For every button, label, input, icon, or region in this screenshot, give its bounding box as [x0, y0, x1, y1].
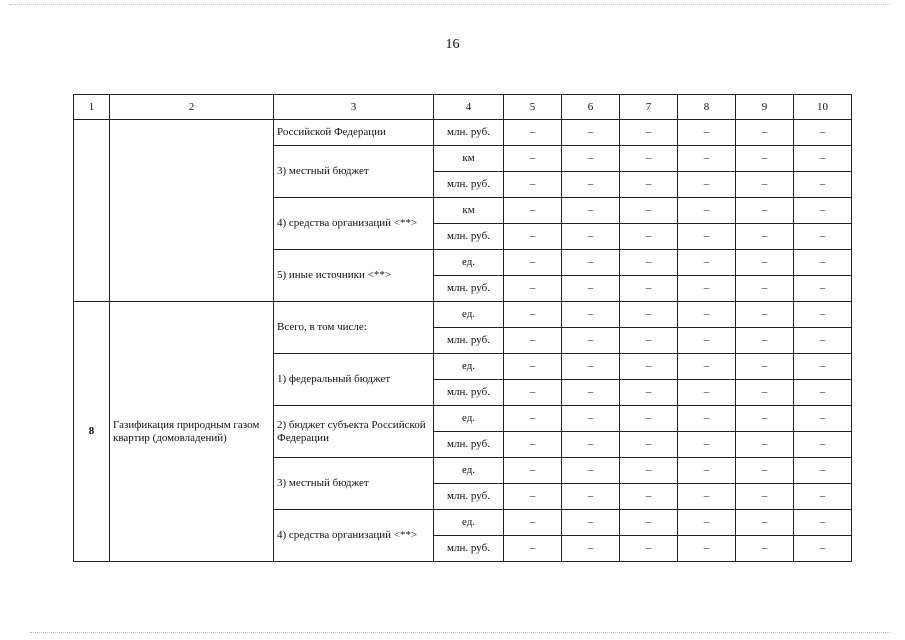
- value-cell: –: [794, 120, 852, 146]
- value-cell: –: [620, 328, 678, 354]
- value-cell: –: [620, 432, 678, 458]
- value-cell: –: [736, 224, 794, 250]
- unit: млн. руб.: [434, 276, 504, 302]
- value-cell: –: [504, 484, 562, 510]
- value-cell: –: [736, 250, 794, 276]
- value-cell: –: [736, 458, 794, 484]
- value-cell: –: [678, 198, 736, 224]
- value-cell: –: [794, 536, 852, 562]
- value-cell: –: [736, 354, 794, 380]
- funding-source: 3) местный бюджет: [274, 146, 434, 198]
- value-cell: –: [794, 172, 852, 198]
- column-header: 6: [562, 95, 620, 120]
- value-cell: –: [504, 146, 562, 172]
- value-cell: –: [794, 224, 852, 250]
- value-cell: –: [620, 172, 678, 198]
- value-cell: –: [794, 406, 852, 432]
- value-cell: –: [504, 380, 562, 406]
- value-cell: –: [678, 380, 736, 406]
- column-header: 4: [434, 95, 504, 120]
- page-number: 16: [445, 37, 460, 52]
- item-number: 8: [74, 302, 110, 562]
- value-cell: –: [678, 250, 736, 276]
- value-cell: –: [562, 328, 620, 354]
- value-cell: –: [794, 302, 852, 328]
- value-cell: –: [736, 406, 794, 432]
- value-cell: –: [794, 484, 852, 510]
- value-cell: –: [620, 536, 678, 562]
- unit: ед.: [434, 458, 504, 484]
- value-cell: –: [736, 536, 794, 562]
- scan-artifact-bottom: [30, 632, 890, 634]
- value-cell: –: [620, 354, 678, 380]
- value-cell: –: [504, 276, 562, 302]
- value-cell: –: [562, 536, 620, 562]
- funding-source: 2) бюджет субъекта Российской Федерации: [274, 406, 434, 458]
- value-cell: –: [678, 354, 736, 380]
- funding-source: 3) местный бюджет: [274, 458, 434, 510]
- value-cell: –: [620, 250, 678, 276]
- value-cell: –: [504, 406, 562, 432]
- value-cell: –: [562, 198, 620, 224]
- unit: ед.: [434, 354, 504, 380]
- value-cell: –: [620, 458, 678, 484]
- value-cell: –: [678, 510, 736, 536]
- value-cell: –: [678, 146, 736, 172]
- value-cell: –: [736, 484, 794, 510]
- value-cell: –: [562, 276, 620, 302]
- value-cell: –: [504, 432, 562, 458]
- funding-source: 4) средства организаций <**>: [274, 198, 434, 250]
- column-header: 7: [620, 95, 678, 120]
- value-cell: –: [504, 354, 562, 380]
- value-cell: –: [794, 198, 852, 224]
- value-cell: –: [620, 224, 678, 250]
- value-cell: –: [794, 432, 852, 458]
- unit: млн. руб.: [434, 432, 504, 458]
- value-cell: –: [620, 198, 678, 224]
- value-cell: –: [504, 250, 562, 276]
- value-cell: –: [620, 380, 678, 406]
- funding-source: 5) иные источники <**>: [274, 250, 434, 302]
- value-cell: –: [678, 406, 736, 432]
- value-cell: –: [678, 276, 736, 302]
- value-cell: –: [504, 302, 562, 328]
- value-cell: –: [562, 380, 620, 406]
- value-cell: –: [504, 198, 562, 224]
- value-cell: –: [562, 302, 620, 328]
- value-cell: –: [562, 484, 620, 510]
- value-cell: –: [504, 224, 562, 250]
- column-header: 10: [794, 95, 852, 120]
- value-cell: –: [562, 172, 620, 198]
- value-cell: –: [794, 250, 852, 276]
- value-cell: –: [504, 510, 562, 536]
- value-cell: –: [678, 224, 736, 250]
- value-cell: –: [736, 198, 794, 224]
- value-cell: –: [736, 510, 794, 536]
- value-cell: –: [562, 250, 620, 276]
- value-cell: –: [736, 120, 794, 146]
- value-cell: –: [620, 120, 678, 146]
- funding-source: Всего, в том числе:: [274, 302, 434, 354]
- value-cell: –: [620, 146, 678, 172]
- value-cell: –: [736, 302, 794, 328]
- item-number-cell: [74, 120, 110, 302]
- value-cell: –: [794, 354, 852, 380]
- data-table: [73, 94, 852, 562]
- value-cell: –: [736, 146, 794, 172]
- value-cell: –: [620, 276, 678, 302]
- column-header: 9: [736, 95, 794, 120]
- value-cell: –: [504, 536, 562, 562]
- funding-source: Российской Федерации: [274, 120, 434, 146]
- table-row: [74, 302, 852, 328]
- value-cell: –: [794, 146, 852, 172]
- value-cell: –: [562, 406, 620, 432]
- value-cell: –: [620, 302, 678, 328]
- value-cell: –: [794, 380, 852, 406]
- funding-source: 4) средства организаций <**>: [274, 510, 434, 562]
- value-cell: –: [504, 328, 562, 354]
- unit: млн. руб.: [434, 120, 504, 146]
- value-cell: –: [562, 146, 620, 172]
- value-cell: –: [678, 120, 736, 146]
- value-cell: –: [562, 120, 620, 146]
- unit: км: [434, 146, 504, 172]
- value-cell: –: [620, 510, 678, 536]
- value-cell: –: [794, 510, 852, 536]
- value-cell: –: [562, 432, 620, 458]
- value-cell: –: [678, 172, 736, 198]
- item-title-cell: [110, 120, 274, 302]
- value-cell: –: [794, 276, 852, 302]
- item-title: Газификация природным газом квартир (домовладений): [110, 302, 274, 562]
- value-cell: –: [504, 458, 562, 484]
- unit: млн. руб.: [434, 172, 504, 198]
- value-cell: –: [736, 432, 794, 458]
- unit: ед.: [434, 406, 504, 432]
- unit: млн. руб.: [434, 484, 504, 510]
- value-cell: –: [504, 172, 562, 198]
- unit: ед.: [434, 510, 504, 536]
- value-cell: –: [678, 302, 736, 328]
- unit: млн. руб.: [434, 328, 504, 354]
- column-header: 1: [74, 95, 110, 120]
- value-cell: –: [504, 120, 562, 146]
- value-cell: –: [794, 328, 852, 354]
- value-cell: –: [562, 510, 620, 536]
- header-row: [74, 95, 852, 120]
- table-row: [74, 120, 852, 146]
- unit: км: [434, 198, 504, 224]
- value-cell: –: [562, 354, 620, 380]
- value-cell: –: [620, 406, 678, 432]
- value-cell: –: [736, 276, 794, 302]
- unit: ед.: [434, 250, 504, 276]
- column-header: 2: [110, 95, 274, 120]
- column-header: 3: [274, 95, 434, 120]
- value-cell: –: [678, 536, 736, 562]
- value-cell: –: [678, 484, 736, 510]
- scan-artifact-top: [10, 4, 890, 6]
- value-cell: –: [736, 328, 794, 354]
- value-cell: –: [562, 458, 620, 484]
- value-cell: –: [736, 172, 794, 198]
- unit: ед.: [434, 302, 504, 328]
- unit: млн. руб.: [434, 380, 504, 406]
- value-cell: –: [562, 224, 620, 250]
- unit: млн. руб.: [434, 224, 504, 250]
- column-header: 8: [678, 95, 736, 120]
- value-cell: –: [736, 380, 794, 406]
- value-cell: –: [620, 484, 678, 510]
- value-cell: –: [678, 432, 736, 458]
- column-header: 5: [504, 95, 562, 120]
- funding-source: 1) федеральный бюджет: [274, 354, 434, 406]
- value-cell: –: [678, 458, 736, 484]
- value-cell: –: [794, 458, 852, 484]
- value-cell: –: [678, 328, 736, 354]
- unit: млн. руб.: [434, 536, 504, 562]
